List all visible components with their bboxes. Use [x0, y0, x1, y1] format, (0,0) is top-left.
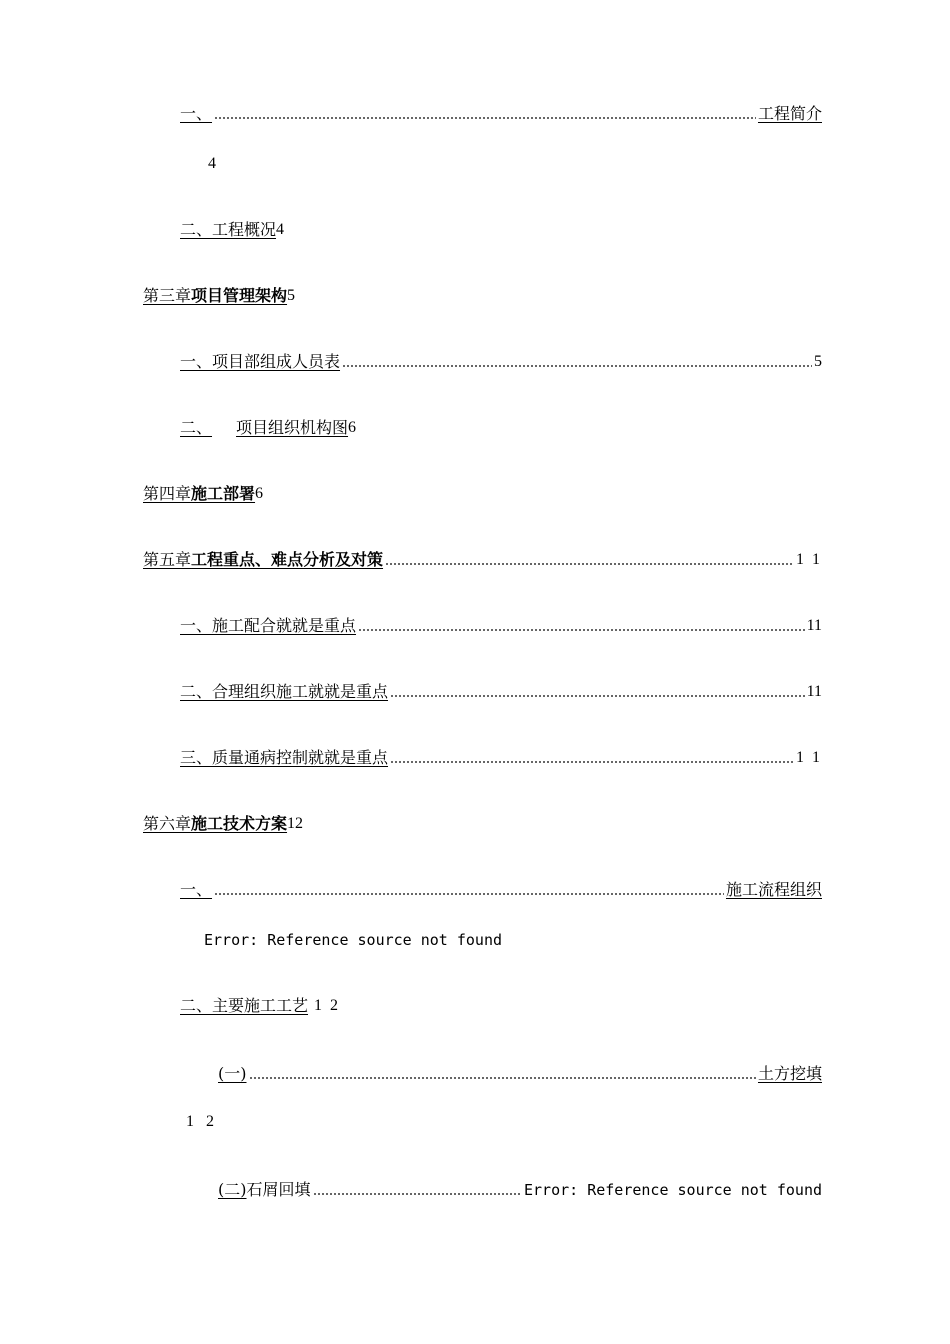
- toc-chapter-6[interactable]: [143, 812, 303, 834]
- toc-page-number: 11: [806, 617, 822, 634]
- toc-page-number: 1 1: [796, 551, 822, 568]
- toc-chapter-5[interactable]: [143, 548, 822, 570]
- toc-page-number: 1 2: [314, 997, 341, 1014]
- toc-entry-earthwork[interactable]: [218, 1062, 822, 1084]
- toc-entry-title: 施工流程组织: [725, 880, 822, 899]
- toc-page-number: 11: [806, 683, 822, 700]
- toc-chapter-label: 第五章: [143, 550, 192, 569]
- toc-entry-staff-table[interactable]: [180, 350, 822, 372]
- toc-page-number: 4: [276, 221, 285, 238]
- toc-entry-main-processes[interactable]: [180, 994, 340, 1016]
- toc-page-number: 5: [814, 353, 822, 370]
- toc-page-number: 6: [348, 419, 357, 436]
- toc-dot-leader: [358, 628, 805, 632]
- toc-entry-title: 二、合理组织施工就就是重点: [180, 682, 389, 701]
- toc-chapter-4[interactable]: [143, 482, 263, 504]
- toc-page-number: 1 2: [186, 1113, 218, 1130]
- toc-chapter-title: 施工技术方案: [191, 814, 288, 833]
- toc-chapter-title: 施工部署: [191, 484, 256, 503]
- toc-entry-title: 三、质量通病控制就就是重点: [180, 748, 389, 767]
- toc-dot-leader: [313, 1192, 522, 1196]
- toc-entry-prefix: 二、: [180, 418, 213, 437]
- toc-entry-prefix: 一、: [180, 880, 213, 899]
- toc-chapter-3[interactable]: [143, 284, 295, 306]
- toc-entry-title: 一、项目部组成人员表: [180, 352, 341, 371]
- toc-entry-title: 石屑回填: [246, 1180, 311, 1199]
- toc-entry-title: 二、工程概况: [180, 220, 277, 239]
- toc-page-number: 6: [255, 485, 264, 502]
- toc-chapter-label: 第四章: [143, 484, 192, 503]
- toc-page-reference-error: Error: Reference source not found: [523, 1181, 822, 1199]
- toc-dot-leader: [385, 562, 794, 566]
- toc-page-number: 5: [287, 287, 296, 304]
- toc-entry-project-intro[interactable]: [180, 102, 822, 124]
- toc-entry-stone-chip-backfill[interactable]: [218, 1178, 822, 1200]
- toc-entry-prefix: (一): [218, 1064, 247, 1083]
- toc-entry-project-overview[interactable]: [180, 218, 284, 240]
- toc-entry-construction-organization[interactable]: [180, 680, 822, 702]
- toc-entry-prefix: (二): [218, 1180, 247, 1199]
- toc-dot-leader: [390, 694, 805, 698]
- toc-entry-org-chart[interactable]: [180, 416, 356, 438]
- toc-entry-prefix: 一、: [180, 104, 213, 123]
- toc-chapter-label: 第三章: [143, 286, 192, 305]
- toc-dot-leader: [249, 1076, 756, 1080]
- toc-dot-leader: [390, 760, 794, 764]
- toc-entry-title: 土方挖填: [757, 1064, 822, 1083]
- toc-entry-title: 项目组织机构图: [236, 418, 349, 437]
- toc-entry-title: 工程简介: [757, 104, 822, 123]
- toc-entry-title: 二、主要施工工艺: [180, 996, 309, 1015]
- toc-page-number: 1 1: [796, 749, 822, 766]
- toc-dot-leader: [214, 892, 724, 896]
- toc-page-number: 4: [208, 155, 216, 172]
- toc-chapter-label: 第六章: [143, 814, 192, 833]
- toc-entry-process-organization[interactable]: [180, 878, 822, 900]
- toc-page-number: 12: [287, 815, 304, 832]
- toc-page-reference-error: Error: Reference source not found: [204, 931, 503, 949]
- toc-entry-quality-control[interactable]: [180, 746, 822, 768]
- toc-chapter-title: 工程重点、难点分析及对策: [191, 550, 384, 569]
- toc-dot-leader: [342, 364, 812, 368]
- toc-entry-title: 一、施工配合就就是重点: [180, 616, 357, 635]
- toc-entry-construction-coordination[interactable]: [180, 614, 822, 636]
- toc-dot-leader: [214, 116, 756, 120]
- toc-chapter-title: 项目管理架构: [191, 286, 288, 305]
